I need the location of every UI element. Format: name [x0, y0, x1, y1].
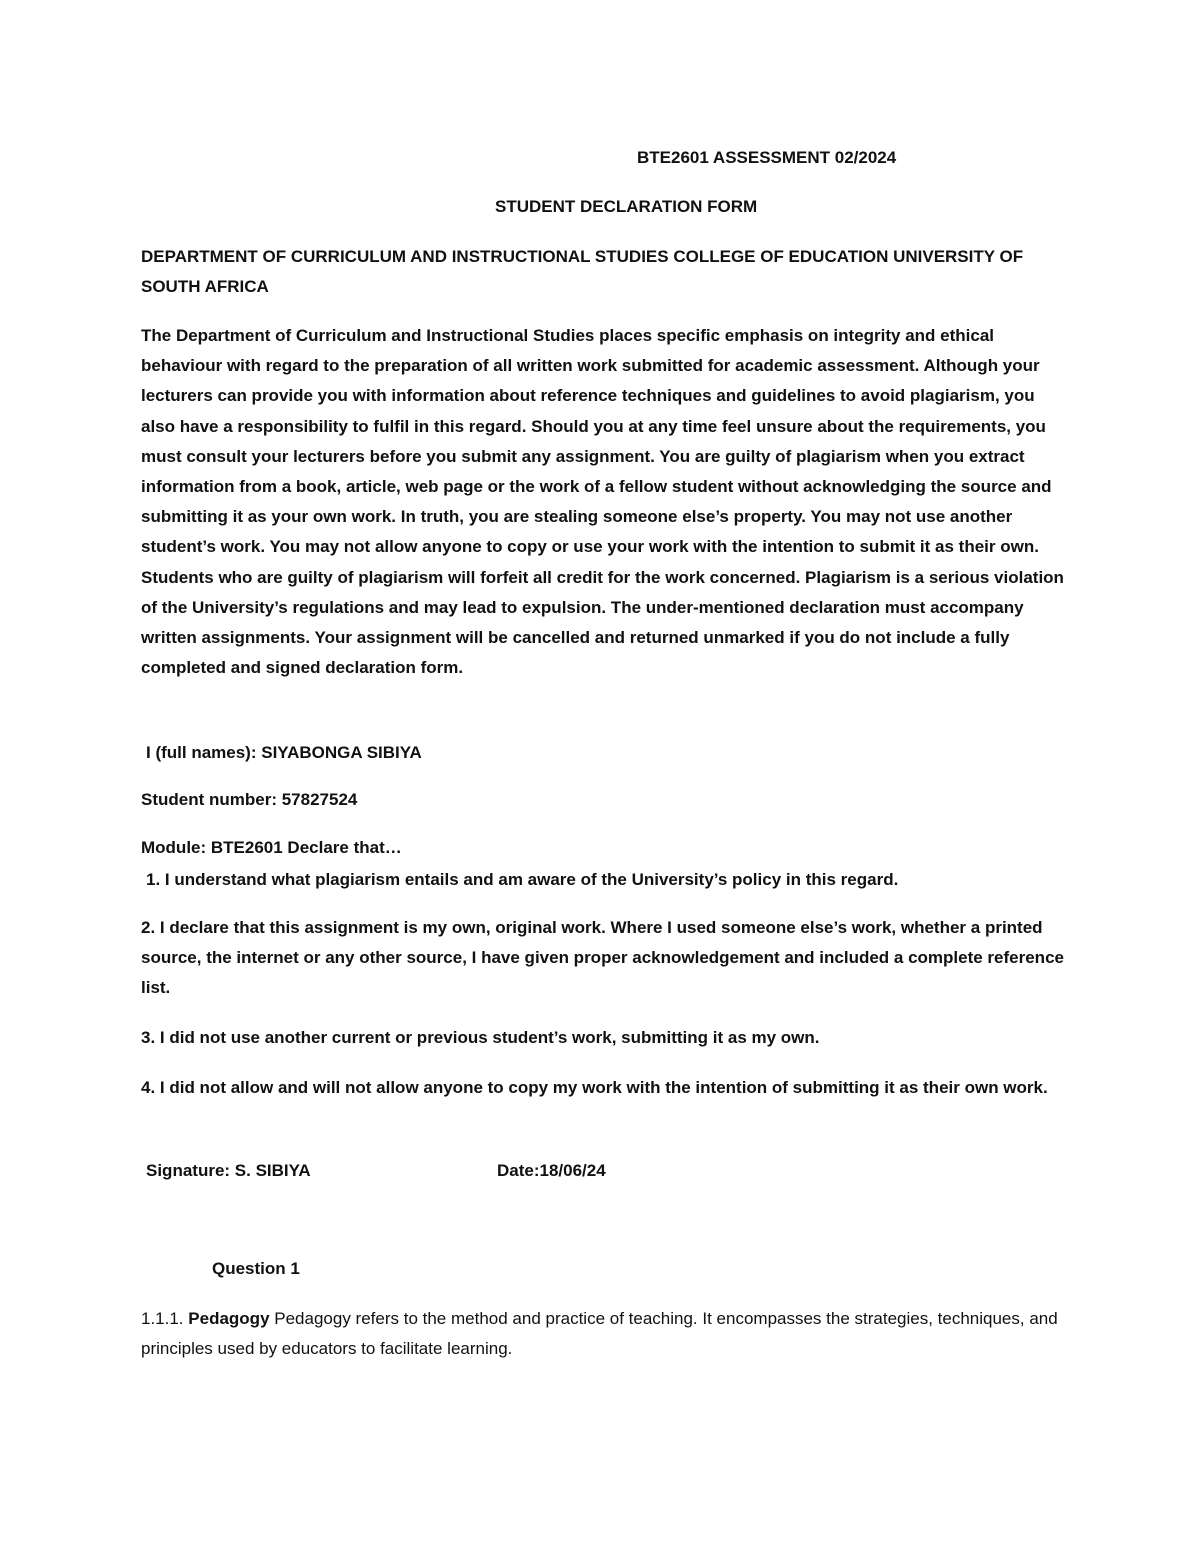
declaration-item-1: 1. I understand what plagiarism entails and am aware of the University’s policy in this regard.	[146, 870, 899, 889]
answer-term: Pedagogy	[188, 1309, 270, 1328]
declaration-item-2: 2. I declare that this assignment is my own, original work. Where I used someone else’s work, whether a printed source, the internet or any other source, I have given proper acknowledgement and included a complete reference list.	[141, 918, 1064, 997]
answer-number: 1.1.1.	[141, 1309, 184, 1328]
date-line: Date:18/06/24	[497, 1161, 606, 1180]
department-heading: DEPARTMENT OF CURRICULUM AND INSTRUCTIONAL STUDIES COLLEGE OF EDUCATION UNIVERSITY OF SOUTH AFRICA	[141, 247, 1024, 296]
declaration-item-4: 4. I did not allow and will not allow anyone to copy my work with the intention of submitting it as their own work.	[141, 1078, 1048, 1097]
signature-line: Signature: S. SIBIYA	[146, 1161, 311, 1180]
module-field: Module: BTE2601 Declare that…	[141, 838, 402, 857]
answer-paragraph	[141, 1304, 1071, 1364]
declaration-item-3: 3. I did not use another current or previous student’s work, submitting it as my own.	[141, 1028, 820, 1047]
answer-text: Pedagogy refers to the method and practice of teaching. It encompasses the strategies, techniques, and principles used by educators to facilitate learning.	[141, 1309, 1058, 1358]
student-number-field: Student number: 57827524	[141, 790, 358, 809]
question-heading: Question 1	[212, 1259, 300, 1278]
intro-paragraph: The Department of Curriculum and Instructional Studies places specific emphasis on integrity and ethical behaviour with regard to the preparation of all written work submitted for academic assessment. Although your lecturers can provide you with information about reference techniques and guidelines to avoid plagiarism, you also have a responsibility to fulfil in this regard. Should you at any time feel unsure about the requirements, you must consult your lecturers before you submit any assignment. You are guilty of plagiarism when you extract information from a book, article, web page or the work of a fellow student without acknowledging the source and submitting it as your own work. In truth, you are stealing someone else’s property. You may not use another student’s work. You may not allow anyone to copy or use your work with the intention to submit it as their own. Students who are guilty of plagiarism will forfeit all credit for the work concerned. Plagiarism is a serious violation of the University’s regulations and may lead to expulsion. The under-mentioned declaration must accompany written assignments. Your assignment will be cancelled and returned unmarked if you do not include a fully completed and signed declaration form.	[141, 326, 1064, 678]
assessment-code: BTE2601 ASSESSMENT 02/2024	[637, 148, 897, 167]
form-title: STUDENT DECLARATION FORM	[495, 197, 758, 216]
full-names-field: I (full names): SIYABONGA SIBIYA	[146, 743, 422, 762]
